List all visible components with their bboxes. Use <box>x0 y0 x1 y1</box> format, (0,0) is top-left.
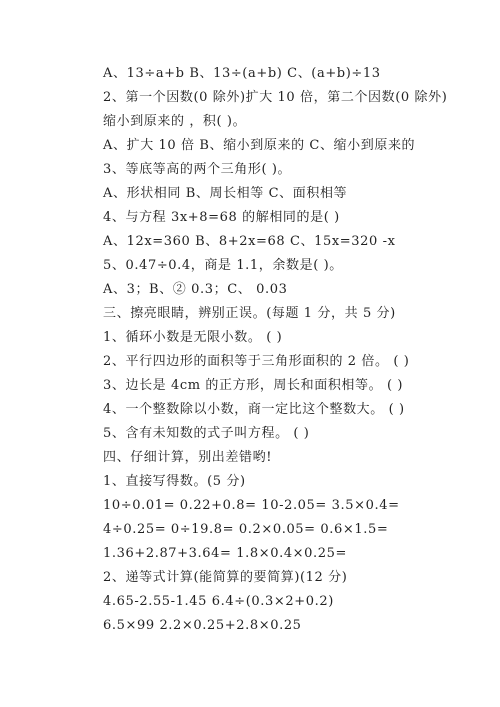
section-3-heading: 三、擦亮眼睛，辨别正误。(每题 1 分，共 5 分) <box>103 306 396 321</box>
q3-stem: 3、等底等高的两个三角形( )。 <box>103 162 292 177</box>
q2-stem-cont: 缩小到原来的 ，积( )。 <box>103 114 247 129</box>
q2-stem: 2、第一个因数(0 除外)扩大 10 倍，第二个因数(0 除外) <box>103 90 448 105</box>
judge-item-2: 2、平行四边形的面积等于三角形面积的 2 倍。 ( ) <box>103 354 410 369</box>
judge-item-1: 1、循环小数是无限小数。 ( ) <box>103 330 283 345</box>
calc-step-row-2: 6.5×99 2.2×0.25+2.8×0.25 <box>103 618 302 633</box>
q2-options: A、扩大 10 倍 B、缩小到原来的 C、缩小到原来的 <box>103 138 416 153</box>
judge-item-3: 3、边长是 4cm 的正方形，周长和面积相等。 ( ) <box>103 378 404 393</box>
q4-stem: 4、与方程 3x+8=68 的解相同的是( ) <box>103 210 340 225</box>
q4-options: A、12x=360 B、8+2x=68 C、15x=320 -x <box>103 234 396 249</box>
calc-part-1-heading: 1、直接写得数。(5 分) <box>103 474 246 489</box>
q3-options: A、形状相同 B、周长相等 C、面积相等 <box>103 186 348 201</box>
calc-part-2-heading: 2、递等式计算(能简算的要简算)(12 分) <box>103 570 348 585</box>
judge-item-5: 5、含有未知数的式子叫方程。 ( ) <box>103 426 310 441</box>
section-4-heading: 四、仔细计算，别出差错哟! <box>103 450 273 465</box>
calc-row-3: 1.36+2.87+3.64= 1.8×0.4×0.25= <box>103 546 348 561</box>
calc-step-row-1: 4.65-2.55-1.45 6.4÷(0.3×2+0.2) <box>103 594 334 609</box>
calc-row-1: 10÷0.01= 0.22+0.8= 10-2.05= 3.5×0.4= <box>103 498 400 513</box>
q5-stem: 5、0.47÷0.4，商是 1.1，余数是( )。 <box>103 258 343 273</box>
calc-row-2: 4÷0.25= 0÷19.8= 0.2×0.05= 0.6×1.5= <box>103 522 389 537</box>
q1-options: A、13÷a+b B、13÷(a+b) C、(a+b)÷13 <box>103 66 381 81</box>
q5-options: A、3；B、② 0.3；C、 0.03 <box>103 282 288 297</box>
judge-item-4: 4、一个整数除以小数，商一定比这个整数大。 ( ) <box>103 402 405 417</box>
